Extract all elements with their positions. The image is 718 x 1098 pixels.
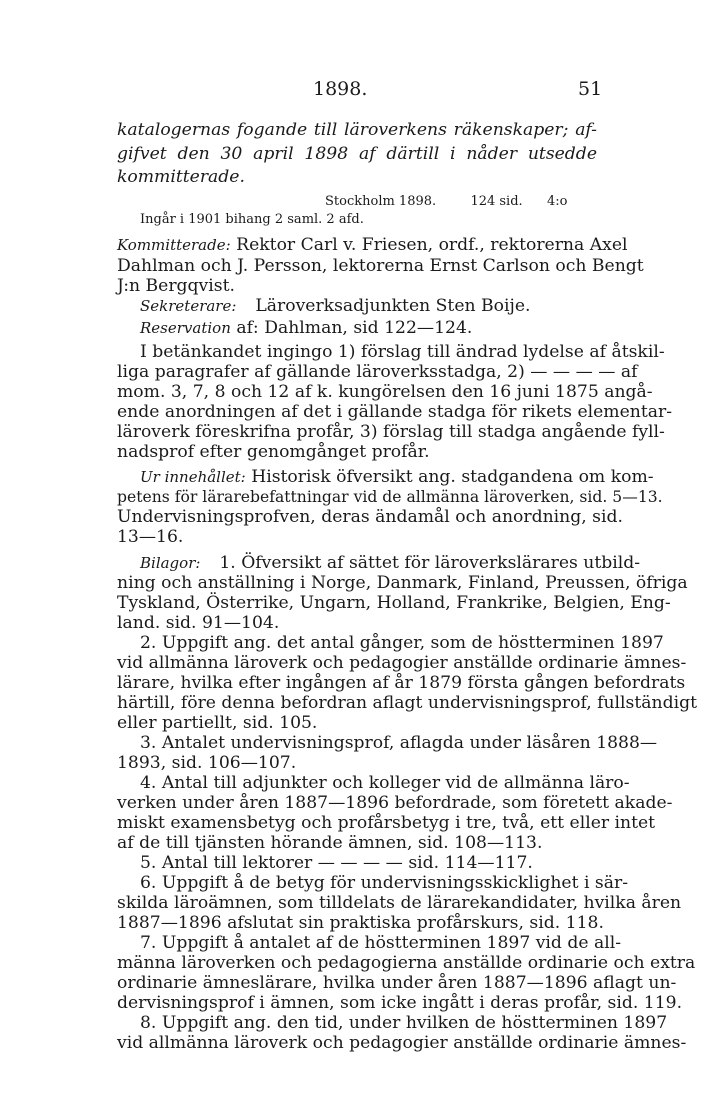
title-line: katalogernas fogande till läroverkens räkenskaper; af-	[117, 120, 597, 140]
imprint-place-year: Stockholm 1898.	[325, 194, 437, 209]
appendix-line: af de till tjänsten hörande ämnen, sid. 108—113.	[117, 833, 543, 853]
appendix-line: skilda läroämnen, som tilldelats de lärarekandidater, hvilka åren	[117, 893, 682, 913]
appendix-line: vid allmänna läroverk och pedagogier anställde ordinarie ämnes-	[117, 653, 687, 673]
appendix-line: eller partiellt, sid. 105.	[117, 713, 318, 733]
reservation-line	[140, 318, 597, 338]
contents-line: petens för lärarebefattningar vid de allmänna läroverken, sid. 5—13.	[117, 488, 663, 506]
appendix-line: 1893, sid. 106—107.	[117, 753, 297, 773]
committee-line	[117, 235, 628, 255]
appendix-line: verken under åren 1887—1896 befordrade, som företett akade-	[117, 793, 673, 813]
appendix-line: miskt examensbetyg och profårsbetyg i tre, två, ett eller intet	[117, 813, 656, 833]
appendix-line	[140, 553, 641, 573]
appendix-line: land. sid. 91—104.	[117, 613, 280, 633]
appendix-line: 7. Uppgift å antalet af de höstterminen 1897 vid de all-	[140, 933, 622, 953]
appendix-line: vid allmänna läroverk och pedagogier anställde ordinarie ämnes-	[117, 1033, 687, 1053]
body-line: ende anordningen af det i gällande stadga för rikets elementar-	[117, 402, 673, 422]
imprint-format: 4:o	[546, 194, 568, 209]
secretary-text: Läroverksadjunkten Sten Boije.	[255, 296, 531, 316]
imprint-line	[325, 192, 595, 212]
appendix-line: 4. Antal till adjunkter och kolleger vid de allmänna läro-	[140, 773, 630, 793]
committee-line: Dahlman och J. Persson, lektorerna Ernst Carlson och Bengt	[117, 256, 644, 276]
contents-line	[140, 467, 654, 487]
appendix-line: 8. Uppgift ang. den tid, under hvilken de höstterminen 1897	[140, 1013, 668, 1033]
body-line: I betänkandet ingingo 1) förslag till ändrad lydelse af åtskil-	[140, 342, 665, 362]
appendix-line: 1887—1896 afslutat sin praktiska profårskurs, sid. 118.	[117, 913, 604, 933]
appendix-line: männa läroverken och pedagogierna anställde ordinarie och extra	[117, 953, 696, 973]
committee-line: J:n Bergqvist.	[117, 276, 235, 296]
appendices-label: Bilagor:	[140, 554, 201, 572]
body-line: liga paragrafer af gällande läroverksstadga, 2) — — — — af	[117, 362, 638, 382]
body-line: nadsprof efter genomgånget profår.	[117, 442, 430, 462]
appendix-line: ning och anställning i Norge, Danmark, Finland, Preussen, öfriga	[117, 573, 688, 593]
committee-label: Kommitterade:	[117, 236, 231, 254]
committee-text: Rektor Carl v. Friesen, ordf., rektorerna Axel	[236, 235, 628, 255]
appendix-line: ordinarie ämneslärare, hvilka under åren 1887—1896 aflagt un-	[117, 973, 677, 993]
appendix-line: lärare, hvilka efter ingången af år 1879 första gången befordrats	[117, 673, 686, 693]
secretary-line	[140, 296, 597, 316]
appendix-text: 1. Öfversikt af sättet för läroverkslärares utbild-	[219, 553, 641, 573]
imprint-included-in: Ingår i 1901 bihang 2 saml. 2 afd.	[140, 212, 364, 227]
imprint-pages: 124 sid.	[470, 194, 523, 209]
appendix-line: 5. Antal till lektorer — — — — sid. 114—117.	[140, 853, 533, 873]
page-header-year: 1898.	[313, 78, 368, 100]
contents-label: Ur innehållet:	[140, 468, 246, 486]
reservation-label: Reservation	[140, 319, 231, 337]
appendix-line: 2. Uppgift ang. det antal gånger, som de höstterminen 1897	[140, 633, 664, 653]
contents-line: 13—16.	[117, 527, 184, 547]
title-line: gifvet den 30 april 1898 af därtill i nåder utsedde	[117, 144, 597, 164]
page-number: 51	[578, 78, 603, 100]
appendix-line: 6. Uppgift å de betyg för undervisningsskicklighet i sär-	[140, 873, 629, 893]
appendix-line: härtill, före denna befordran aflagt undervisningsprof, fullständigt	[117, 693, 698, 713]
body-line: läroverk föreskrifna profår, 3) förslag till stadga angående fyll-	[117, 422, 665, 442]
appendix-line: dervisningsprof i ämnen, som icke ingått i deras profår, sid. 119.	[117, 993, 683, 1013]
body-line: mom. 3, 7, 8 och 12 af k. kungörelsen den 16 juni 1875 angå-	[117, 382, 653, 402]
appendix-line: Tyskland, Österrike, Ungarn, Holland, Frankrike, Belgien, Eng-	[117, 593, 671, 613]
secretary-label: Sekreterare:	[140, 297, 237, 315]
title-line: kommitterade.	[117, 167, 245, 187]
reservation-text: af: Dahlman, sid 122—124.	[236, 318, 473, 338]
contents-text: Historisk öfversikt ang. stadgandena om kom-	[251, 467, 654, 487]
contents-line: Undervisningsprofven, deras ändamål och anordning, sid.	[117, 507, 623, 527]
appendix-line: 3. Antalet undervisningsprof, aflagda under läsåren 1888—	[140, 733, 658, 753]
